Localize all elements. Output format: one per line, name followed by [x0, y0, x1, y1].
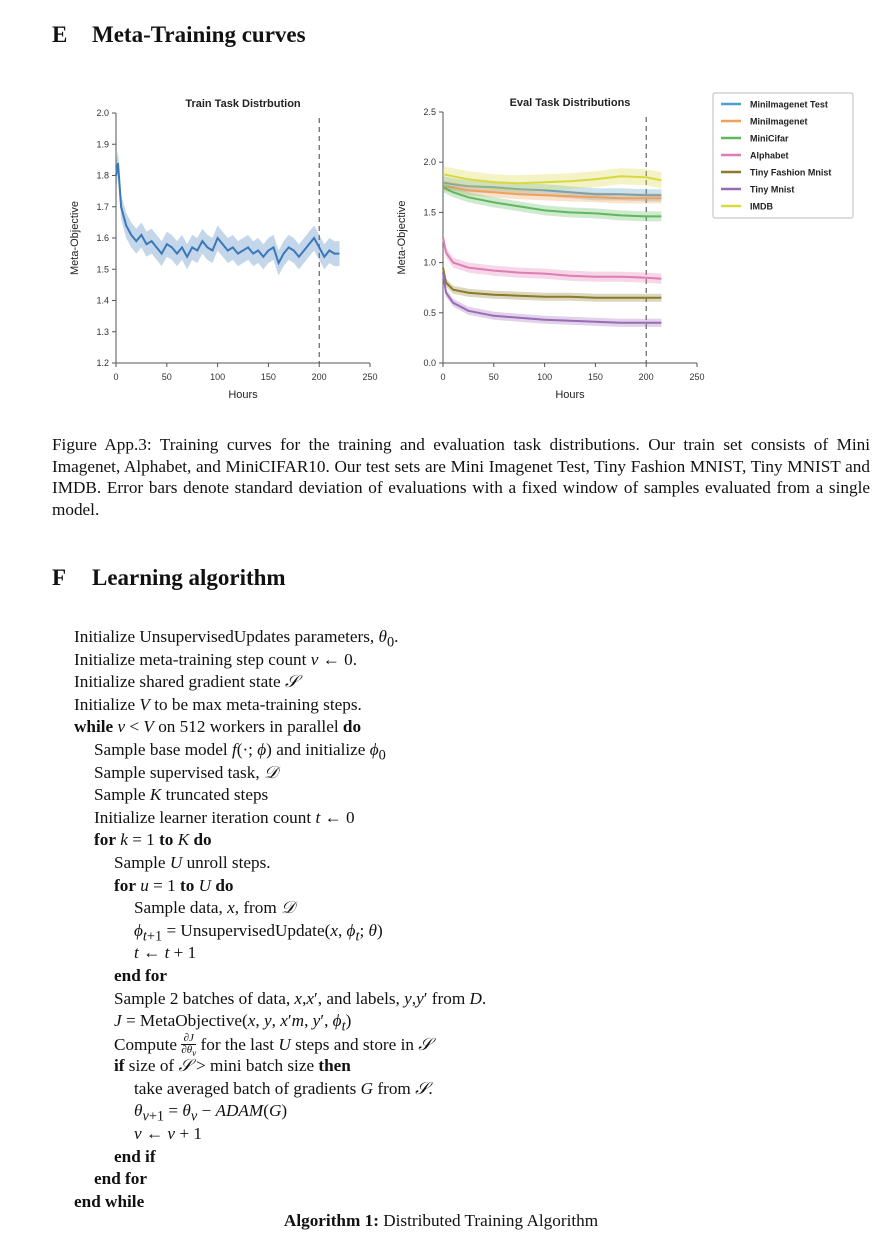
series-band	[443, 166, 661, 191]
legend-label: Tiny Fashion Mnist	[750, 167, 832, 178]
legend-label: IMDB	[750, 201, 773, 212]
algorithm-line: Sample U unroll steps.	[114, 852, 271, 872]
y-axis-label: Meta-Objective	[69, 201, 81, 275]
algorithm-line: Initialize meta-training step count v ← 0.	[74, 649, 358, 669]
y-tick-label: 2.5	[423, 107, 436, 117]
legend-label: MiniCifar	[750, 133, 789, 144]
algorithm-line: Initialize V to be max meta-training steps.	[74, 694, 362, 714]
figure-caption: Figure App.3: Training curves for the training and evaluation task distributions. Our train set consists of Mini Imagenet, Alphabet, and MiniCIFAR10. Our test sets are Mini Imagenet Test, Tiny Fashion MNIST, Tiny MNIST and IMDB. Error bars denote standard deviation of evaluations with a fixed window of samples evaluated from a single model.	[52, 435, 870, 519]
algorithm-line: Sample 2 batches of data, x,x′, and labels, y,y′ from D.	[114, 988, 487, 1008]
algorithm-line: t ← t + 1	[134, 943, 197, 963]
x-tick-label: 150	[260, 372, 276, 382]
x-tick-label: 100	[537, 372, 553, 382]
chart-1	[69, 98, 378, 401]
y-tick-label: 2.0	[423, 157, 436, 168]
algorithm-line: end for	[94, 1169, 147, 1189]
chart-2	[396, 93, 853, 401]
y-tick-label: 1.3	[96, 326, 109, 337]
y-axis-label: Meta-Objective	[396, 200, 408, 275]
section-e-heading	[52, 22, 306, 48]
x-axis-label: Hours	[228, 389, 258, 401]
algorithm-line: $\theta_{v+1} = \theta_v$ − ADAM(G)	[134, 1101, 288, 1125]
y-tick-label: 1.0	[423, 257, 436, 268]
y-tick-label: 0.0	[423, 358, 436, 368]
algorithm-line: end if	[114, 1146, 156, 1166]
meta-training-figure	[0, 80, 882, 415]
algorithm-line: for k = 1 to K do	[94, 830, 212, 850]
chart-title: Train Task Distrbution	[185, 98, 301, 110]
legend-label: Tiny Mnist	[750, 184, 795, 195]
section-f-title: Learning algorithm	[92, 565, 286, 590]
algorithm-line: if size of 𝒮 > mini batch size then	[114, 1056, 351, 1076]
algorithm-line: take averaged batch of gradients G from 𝒮.	[134, 1078, 433, 1098]
algorithm-line: Initialize UnsupervisedUpdates parameters, $\theta_0$.	[74, 627, 399, 651]
legend-label: Alphabet	[750, 150, 789, 161]
y-tick-label: 2.0	[96, 108, 109, 118]
y-tick-label: 1.9	[96, 139, 109, 150]
y-tick-label: 1.8	[96, 170, 109, 181]
x-tick-label: 50	[488, 372, 499, 382]
algorithm-line: Initialize shared gradient state 𝒮	[74, 672, 299, 692]
algorithm-line: Sample data, x, from 𝒟	[134, 898, 295, 918]
algorithm-caption-text: Distributed Training Algorithm	[383, 1211, 599, 1230]
y-tick-label: 0.5	[423, 307, 436, 318]
y-tick-label: 1.4	[96, 295, 109, 306]
algorithm-line: end while	[74, 1191, 145, 1211]
algorithm-line: Initialize learner iteration count t ← 0	[94, 807, 355, 827]
series-band	[116, 151, 340, 276]
section-e-letter: E	[52, 22, 68, 47]
section-e-title: Meta-Training curves	[92, 22, 306, 47]
algorithm-line: Sample base model f(·; ϕ) and initialize $\phi_0$	[94, 739, 386, 764]
x-tick-label: 200	[311, 372, 327, 382]
algorithm-caption	[0, 1211, 882, 1231]
x-axis-label: Hours	[555, 389, 585, 401]
legend-label: MiniImagenet	[750, 116, 808, 127]
algorithm-line: $\phi_{t+1}$ = UnsupervisedUpdate(x, $\phi_t$; θ)	[134, 920, 383, 945]
x-tick-label: 200	[638, 372, 654, 382]
legend	[713, 93, 853, 218]
algorithm-line: end for	[114, 965, 167, 985]
x-tick-label: 150	[587, 372, 603, 382]
y-tick-label: 1.6	[96, 233, 109, 243]
algorithm-block	[74, 626, 486, 1213]
x-tick-label: 250	[362, 372, 378, 382]
x-tick-label: 50	[161, 372, 172, 382]
algorithm-line: while v < V on 512 workers in parallel do	[74, 717, 362, 737]
x-tick-label: 250	[689, 372, 705, 382]
algorithm-line: Compute $\frac{\partial J}{\partial\theta_v}$ for the last U steps and store in 𝒮	[114, 1031, 432, 1058]
algorithm-line: J = MetaObjective(x, y, x′m, y′, $\phi_t$)	[114, 1011, 352, 1035]
section-f-heading	[52, 565, 286, 591]
algorithm-line: Sample K truncated steps	[94, 785, 269, 805]
x-tick-label: 0	[113, 372, 119, 382]
y-tick-label: 1.5	[423, 207, 436, 218]
chart-title: Eval Task Distributions	[509, 97, 631, 109]
y-tick-label: 1.2	[96, 358, 109, 368]
x-tick-label: 0	[440, 372, 446, 382]
algorithm-line: for u = 1 to U do	[114, 875, 234, 895]
algorithm-line: Sample supervised task, 𝒟	[94, 762, 278, 782]
y-tick-label: 1.7	[96, 201, 109, 212]
legend-label: MiniImagenet Test	[750, 99, 828, 110]
x-tick-label: 100	[210, 372, 226, 382]
y-tick-label: 1.5	[96, 264, 109, 275]
algorithm-line: v ← v + 1	[134, 1124, 202, 1144]
section-f-letter: F	[52, 565, 67, 590]
algorithm-caption-label: Algorithm 1:	[283, 1211, 379, 1230]
